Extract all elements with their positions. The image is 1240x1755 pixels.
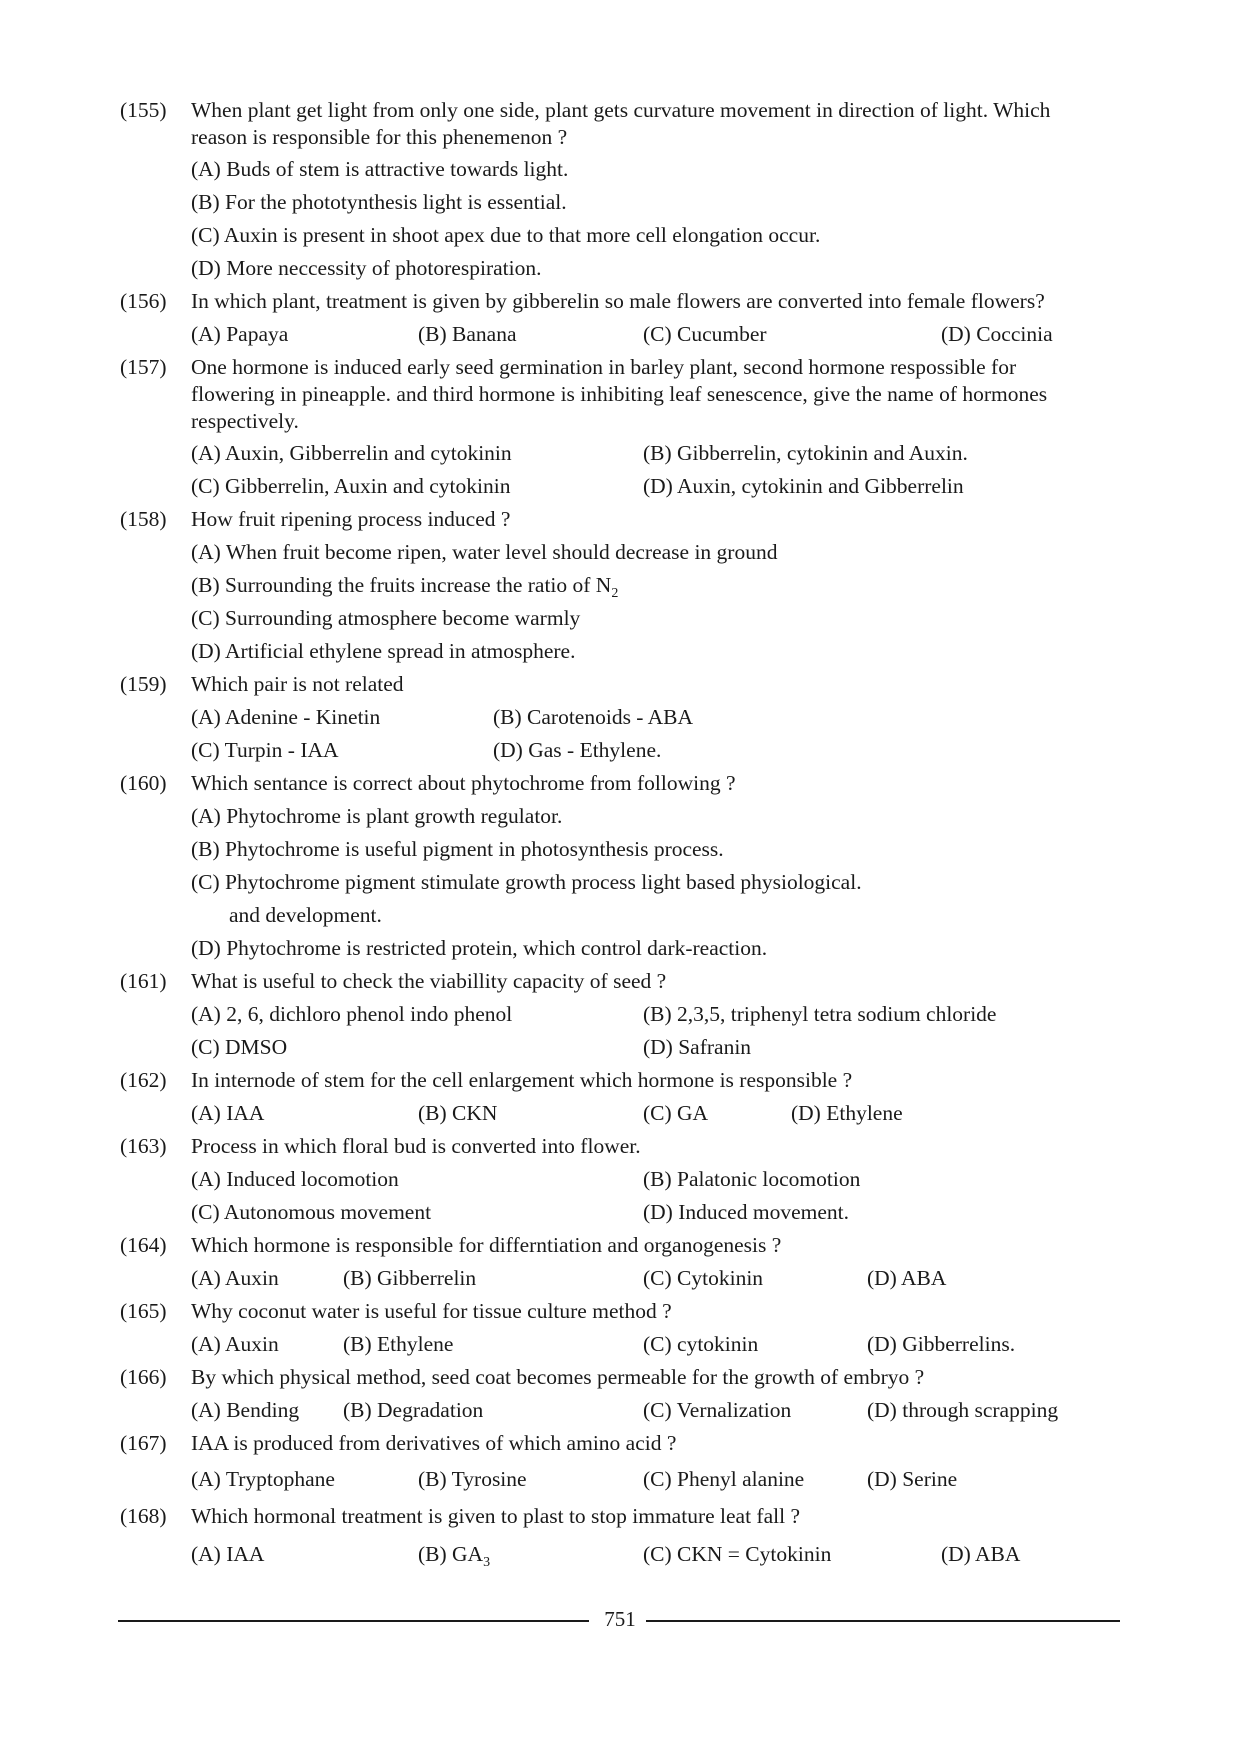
option: and development. xyxy=(229,903,382,927)
question-text: Which hormonal treatment is given to plast to stop immature leat fall ? xyxy=(191,1504,801,1528)
question-text: In internode of stem for the cell enlargement which hormone is responsible ? xyxy=(191,1068,853,1092)
option: (A) Induced locomotion xyxy=(191,1167,399,1191)
footer-rule-left xyxy=(118,1620,589,1622)
question-number: (155) xyxy=(120,98,167,122)
option: (B) Banana xyxy=(418,322,517,346)
question-number: (167) xyxy=(120,1431,167,1455)
option xyxy=(418,1541,490,1576)
option xyxy=(191,572,618,607)
option: (A) Papaya xyxy=(191,322,289,346)
question-number: (156) xyxy=(120,289,167,313)
option: (D) Gas - Ethylene. xyxy=(493,738,662,762)
question-number: (159) xyxy=(120,672,167,696)
option: (A) IAA xyxy=(191,1101,265,1125)
option-text: (B) Surrounding the fruits increase the ratio of N xyxy=(191,573,612,597)
option: (D) through scrapping xyxy=(867,1398,1059,1422)
question-number: (162) xyxy=(120,1068,167,1092)
option: (A) Buds of stem is attractive towards light. xyxy=(191,157,569,181)
option: (A) Auxin, Gibberrelin and cytokinin xyxy=(191,441,512,465)
question-text: When plant get light from only one side, plant gets curvature movement in direction of light. Which xyxy=(191,98,1051,122)
option: (B) Degradation xyxy=(343,1398,484,1422)
option: (D) Artificial ethylene spread in atmosphere. xyxy=(191,639,576,663)
option: (B) Gibberrelin, cytokinin and Auxin. xyxy=(643,441,968,465)
option: (B) Phytochrome is useful pigment in photosynthesis process. xyxy=(191,837,724,861)
option: (A) Phytochrome is plant growth regulator. xyxy=(191,804,563,828)
question-text: How fruit ripening process induced ? xyxy=(191,507,511,531)
option: (C) Vernalization xyxy=(643,1398,792,1422)
option: (A) Adenine - Kinetin xyxy=(191,705,381,729)
option: (A) Auxin xyxy=(191,1266,279,1290)
footer-rule-right xyxy=(646,1620,1120,1622)
option: (D) Induced movement. xyxy=(643,1200,849,1224)
option: (C) Cucumber xyxy=(643,322,767,346)
question-number: (166) xyxy=(120,1365,167,1389)
question-text: What is useful to check the viabillity capacity of seed ? xyxy=(191,969,667,993)
option: (C) GA xyxy=(643,1101,709,1125)
question-text: By which physical method, seed coat becomes permeable for the growth of embryo ? xyxy=(191,1365,925,1389)
question-number: (165) xyxy=(120,1299,167,1323)
option: (D) Phytochrome is restricted protein, which control dark-reaction. xyxy=(191,936,768,960)
option: (C) DMSO xyxy=(191,1035,288,1059)
option: (D) Serine xyxy=(867,1467,958,1491)
option: (B) Carotenoids - ABA xyxy=(493,705,694,729)
option: (C) Auxin is present in shoot apex due to that more cell elongation occur. xyxy=(191,223,821,247)
option: (D) Coccinia xyxy=(941,322,1053,346)
page-number: 751 xyxy=(604,1607,636,1631)
option: (C) Surrounding atmosphere become warmly xyxy=(191,606,581,630)
option: (A) IAA xyxy=(191,1542,265,1566)
option: (B) For the phototynthesis light is essential. xyxy=(191,190,567,214)
question-number: (157) xyxy=(120,355,167,379)
option: (B) Ethylene xyxy=(343,1332,454,1356)
option: (D) Gibberrelins. xyxy=(867,1332,1016,1356)
question-text: flowering in pineapple. and third hormone is inhibiting leaf senescence, give the name of hormones xyxy=(191,382,1048,406)
option: (B) 2,3,5, triphenyl tetra sodium chloride xyxy=(643,1002,997,1026)
option: (A) Auxin xyxy=(191,1332,279,1356)
question-text: Which sentance is correct about phytochrome from following ? xyxy=(191,771,736,795)
question-number: (164) xyxy=(120,1233,167,1257)
option: (B) Tyrosine xyxy=(418,1467,527,1491)
question-text: Process in which floral bud is converted into flower. xyxy=(191,1134,641,1158)
option: (A) Bending xyxy=(191,1398,300,1422)
option: (B) Palatonic locomotion xyxy=(643,1167,861,1191)
question-text: reason is responsible for this phenemenon ? xyxy=(191,125,568,149)
option: (D) Auxin, cytokinin and Gibberrelin xyxy=(643,474,964,498)
option: (C) Phytochrome pigment stimulate growth process light based physiological. xyxy=(191,870,862,894)
option: (B) Gibberrelin xyxy=(343,1266,477,1290)
option: (C) Autonomous movement xyxy=(191,1200,432,1224)
option: (A) 2, 6, dichloro phenol indo phenol xyxy=(191,1002,513,1026)
option: (C) Turpin - IAA xyxy=(191,738,339,762)
option: (D) Ethylene xyxy=(791,1101,903,1125)
question-text: respectively. xyxy=(191,409,299,433)
subscript: 2 xyxy=(611,586,619,601)
question-text: In which plant, treatment is given by gibberelin so male flowers are converted into female flowers? xyxy=(191,289,1045,313)
option: (C) cytokinin xyxy=(643,1332,759,1356)
option: (A) When fruit become ripen, water level should decrease in ground xyxy=(191,540,778,564)
question-number: (158) xyxy=(120,507,167,531)
option: (C) Gibberrelin, Auxin and cytokinin xyxy=(191,474,511,498)
option: (D) Safranin xyxy=(643,1035,752,1059)
option: (C) Cytokinin xyxy=(643,1266,764,1290)
option: (D) ABA xyxy=(941,1542,1021,1566)
question-text: Which pair is not related xyxy=(191,672,404,696)
option: (A) Tryptophane xyxy=(191,1467,335,1491)
option: (D) More neccessity of photorespiration. xyxy=(191,256,542,280)
question-text: IAA is produced from derivatives of which amino acid ? xyxy=(191,1431,677,1455)
question-text: One hormone is induced early seed germination in barley plant, second hormone respossible for xyxy=(191,355,1017,379)
question-number: (160) xyxy=(120,771,167,795)
question-text: Why coconut water is useful for tissue culture method ? xyxy=(191,1299,672,1323)
option: (B) CKN xyxy=(418,1101,498,1125)
option-text: (B) GA xyxy=(418,1542,484,1566)
question-number: (161) xyxy=(120,969,167,993)
option: (C) CKN = Cytokinin xyxy=(643,1542,832,1566)
option: (D) ABA xyxy=(867,1266,947,1290)
question-number: (163) xyxy=(120,1134,167,1158)
question-number: (168) xyxy=(120,1504,167,1528)
option: (C) Phenyl alanine xyxy=(643,1467,805,1491)
subscript: 3 xyxy=(483,1555,491,1570)
question-text: Which hormone is responsible for differntiation and organogenesis ? xyxy=(191,1233,782,1257)
